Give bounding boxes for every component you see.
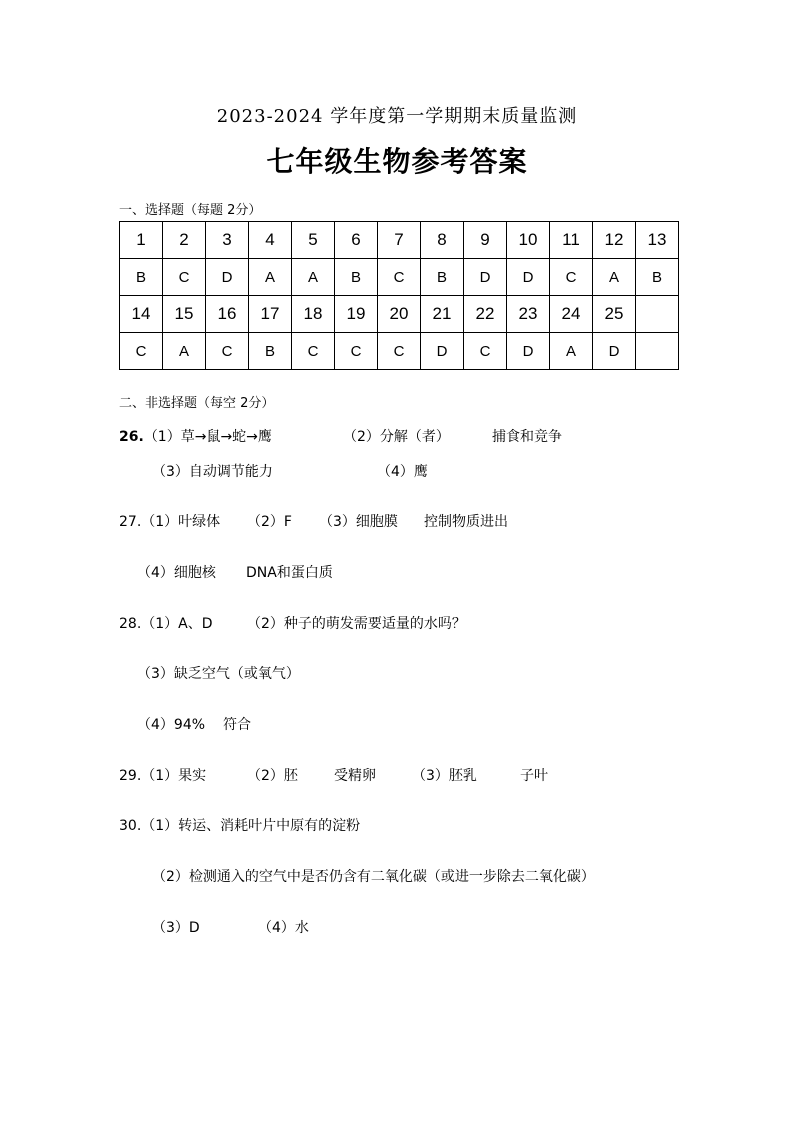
answer-line-29	[119, 766, 719, 786]
question-number-cell: 25	[593, 296, 636, 333]
question-number-cell: 2	[163, 222, 206, 259]
answer-28-1: 28.（1）A、D	[119, 616, 213, 632]
question-number-cell: 20	[378, 296, 421, 333]
answer-27-5: （4）细胞核	[137, 565, 216, 581]
answer-line-28-2	[137, 664, 637, 684]
question-number-cell: 6	[335, 222, 378, 259]
answer-cell: A	[550, 333, 593, 370]
question-number-cell: 23	[507, 296, 550, 333]
answer-cell: D	[464, 259, 507, 296]
question-number-cell: 5	[292, 222, 335, 259]
answer-cell: D	[593, 333, 636, 370]
table-row-question-numbers	[120, 222, 679, 259]
section-heading-nonchoice: 二、非选择题（每空 2分）	[119, 396, 275, 411]
answer-26-1: （1）草→鼠→蛇→鹰	[143, 429, 272, 445]
answer-29-1: 29.（1）果实	[119, 768, 207, 784]
question-number-cell: 19	[335, 296, 378, 333]
answer-cell: B	[335, 259, 378, 296]
question-number-cell: 1	[120, 222, 163, 259]
answer-cell: C	[206, 333, 249, 370]
answer-29-3: 受精卵	[334, 768, 376, 784]
question-number-cell: 18	[292, 296, 335, 333]
question-number-cell: 13	[636, 222, 679, 259]
answer-line-26-1	[119, 427, 719, 447]
answer-cell: A	[593, 259, 636, 296]
question-number-cell	[636, 296, 679, 333]
question-number-cell: 22	[464, 296, 507, 333]
answer-28-3: （3）缺乏空气（或氧气）	[137, 666, 300, 682]
exam-subtitle: 2023-2024 学年度第一学期期末质量监测	[216, 106, 578, 127]
question-number-cell: 12	[593, 222, 636, 259]
question-number-cell: 24	[550, 296, 593, 333]
answer-line-30-3	[152, 918, 552, 938]
answer-line-28-3	[137, 715, 637, 735]
answer-line-27-2	[137, 563, 637, 583]
answer-cell: D	[507, 259, 550, 296]
question-number-cell: 8	[421, 222, 464, 259]
answer-30-3: （3）D	[152, 920, 200, 936]
answer-cell: B	[636, 259, 679, 296]
answer-cell: C	[335, 333, 378, 370]
answer-26-5: （4）鹰	[377, 464, 428, 480]
answer-29-2: （2）胚	[247, 768, 298, 784]
answer-cell: B	[249, 333, 292, 370]
answer-cell: A	[163, 333, 206, 370]
question-number-cell: 14	[120, 296, 163, 333]
answer-28-4: （4）94%	[137, 717, 206, 733]
answer-cell: C	[378, 259, 421, 296]
question-number-26: 26.	[119, 429, 144, 445]
section-heading-choice: 一、选择题（每题 2分）	[119, 203, 262, 218]
table-row-question-numbers	[120, 296, 679, 333]
table-row-answers	[120, 333, 679, 370]
answer-cell: C	[550, 259, 593, 296]
answer-line-27-1	[119, 512, 719, 532]
answer-29-4: （3）胚乳	[412, 768, 477, 784]
answer-cell: D	[206, 259, 249, 296]
page-title: 七年级生物参考答案	[266, 145, 528, 178]
answer-28-2: （2）种子的萌发需要适量的水吗？	[247, 616, 466, 632]
answer-cell: A	[292, 259, 335, 296]
answer-cell: B	[421, 259, 464, 296]
answer-27-4: 控制物质进出	[424, 514, 508, 530]
answer-26-2: （2）分解（者）	[343, 429, 450, 445]
answer-table	[119, 221, 679, 370]
answer-26-part1	[119, 427, 272, 447]
question-number-cell: 10	[507, 222, 550, 259]
answer-30-4: （4）水	[258, 920, 309, 936]
question-number-cell: 7	[378, 222, 421, 259]
table-row-answers	[120, 259, 679, 296]
answer-28-5: 符合	[223, 717, 251, 733]
answer-cell: C	[464, 333, 507, 370]
answer-30-2: （2）检测通入的空气中是否仍含有二氧化碳（或进一步除去二氧化碳）	[152, 869, 595, 885]
answer-cell: A	[249, 259, 292, 296]
answer-cell: C	[292, 333, 335, 370]
answer-27-6: DNA和蛋白质	[246, 565, 333, 581]
answer-cell: D	[507, 333, 550, 370]
answer-cell: C	[120, 333, 163, 370]
question-number-cell: 21	[421, 296, 464, 333]
answer-27-3: （3）细胞膜	[319, 514, 398, 530]
answer-line-30-1	[119, 816, 719, 836]
question-number-cell: 16	[206, 296, 249, 333]
answer-line-30-2	[152, 867, 712, 887]
question-number-cell: 4	[249, 222, 292, 259]
answer-line-26-2	[152, 462, 652, 482]
answer-26-3: 捕食和竞争	[492, 429, 562, 445]
question-number-cell: 9	[464, 222, 507, 259]
answer-27-1: 27.（1）叶绿体	[119, 514, 221, 530]
answer-cell: C	[378, 333, 421, 370]
answer-27-2: （2）F	[247, 514, 292, 530]
answer-cell: C	[163, 259, 206, 296]
answer-cell: D	[421, 333, 464, 370]
question-number-cell: 11	[550, 222, 593, 259]
answer-29-5: 子叶	[520, 768, 548, 784]
question-number-cell: 17	[249, 296, 292, 333]
question-number-cell: 15	[163, 296, 206, 333]
answer-30-1: 30.（1）转运、消耗叶片中原有的淀粉	[119, 818, 361, 834]
answer-cell	[636, 333, 679, 370]
answer-line-28-1	[119, 614, 719, 634]
question-number-cell: 3	[206, 222, 249, 259]
answer-cell: B	[120, 259, 163, 296]
answer-26-4: （3）自动调节能力	[152, 464, 273, 480]
